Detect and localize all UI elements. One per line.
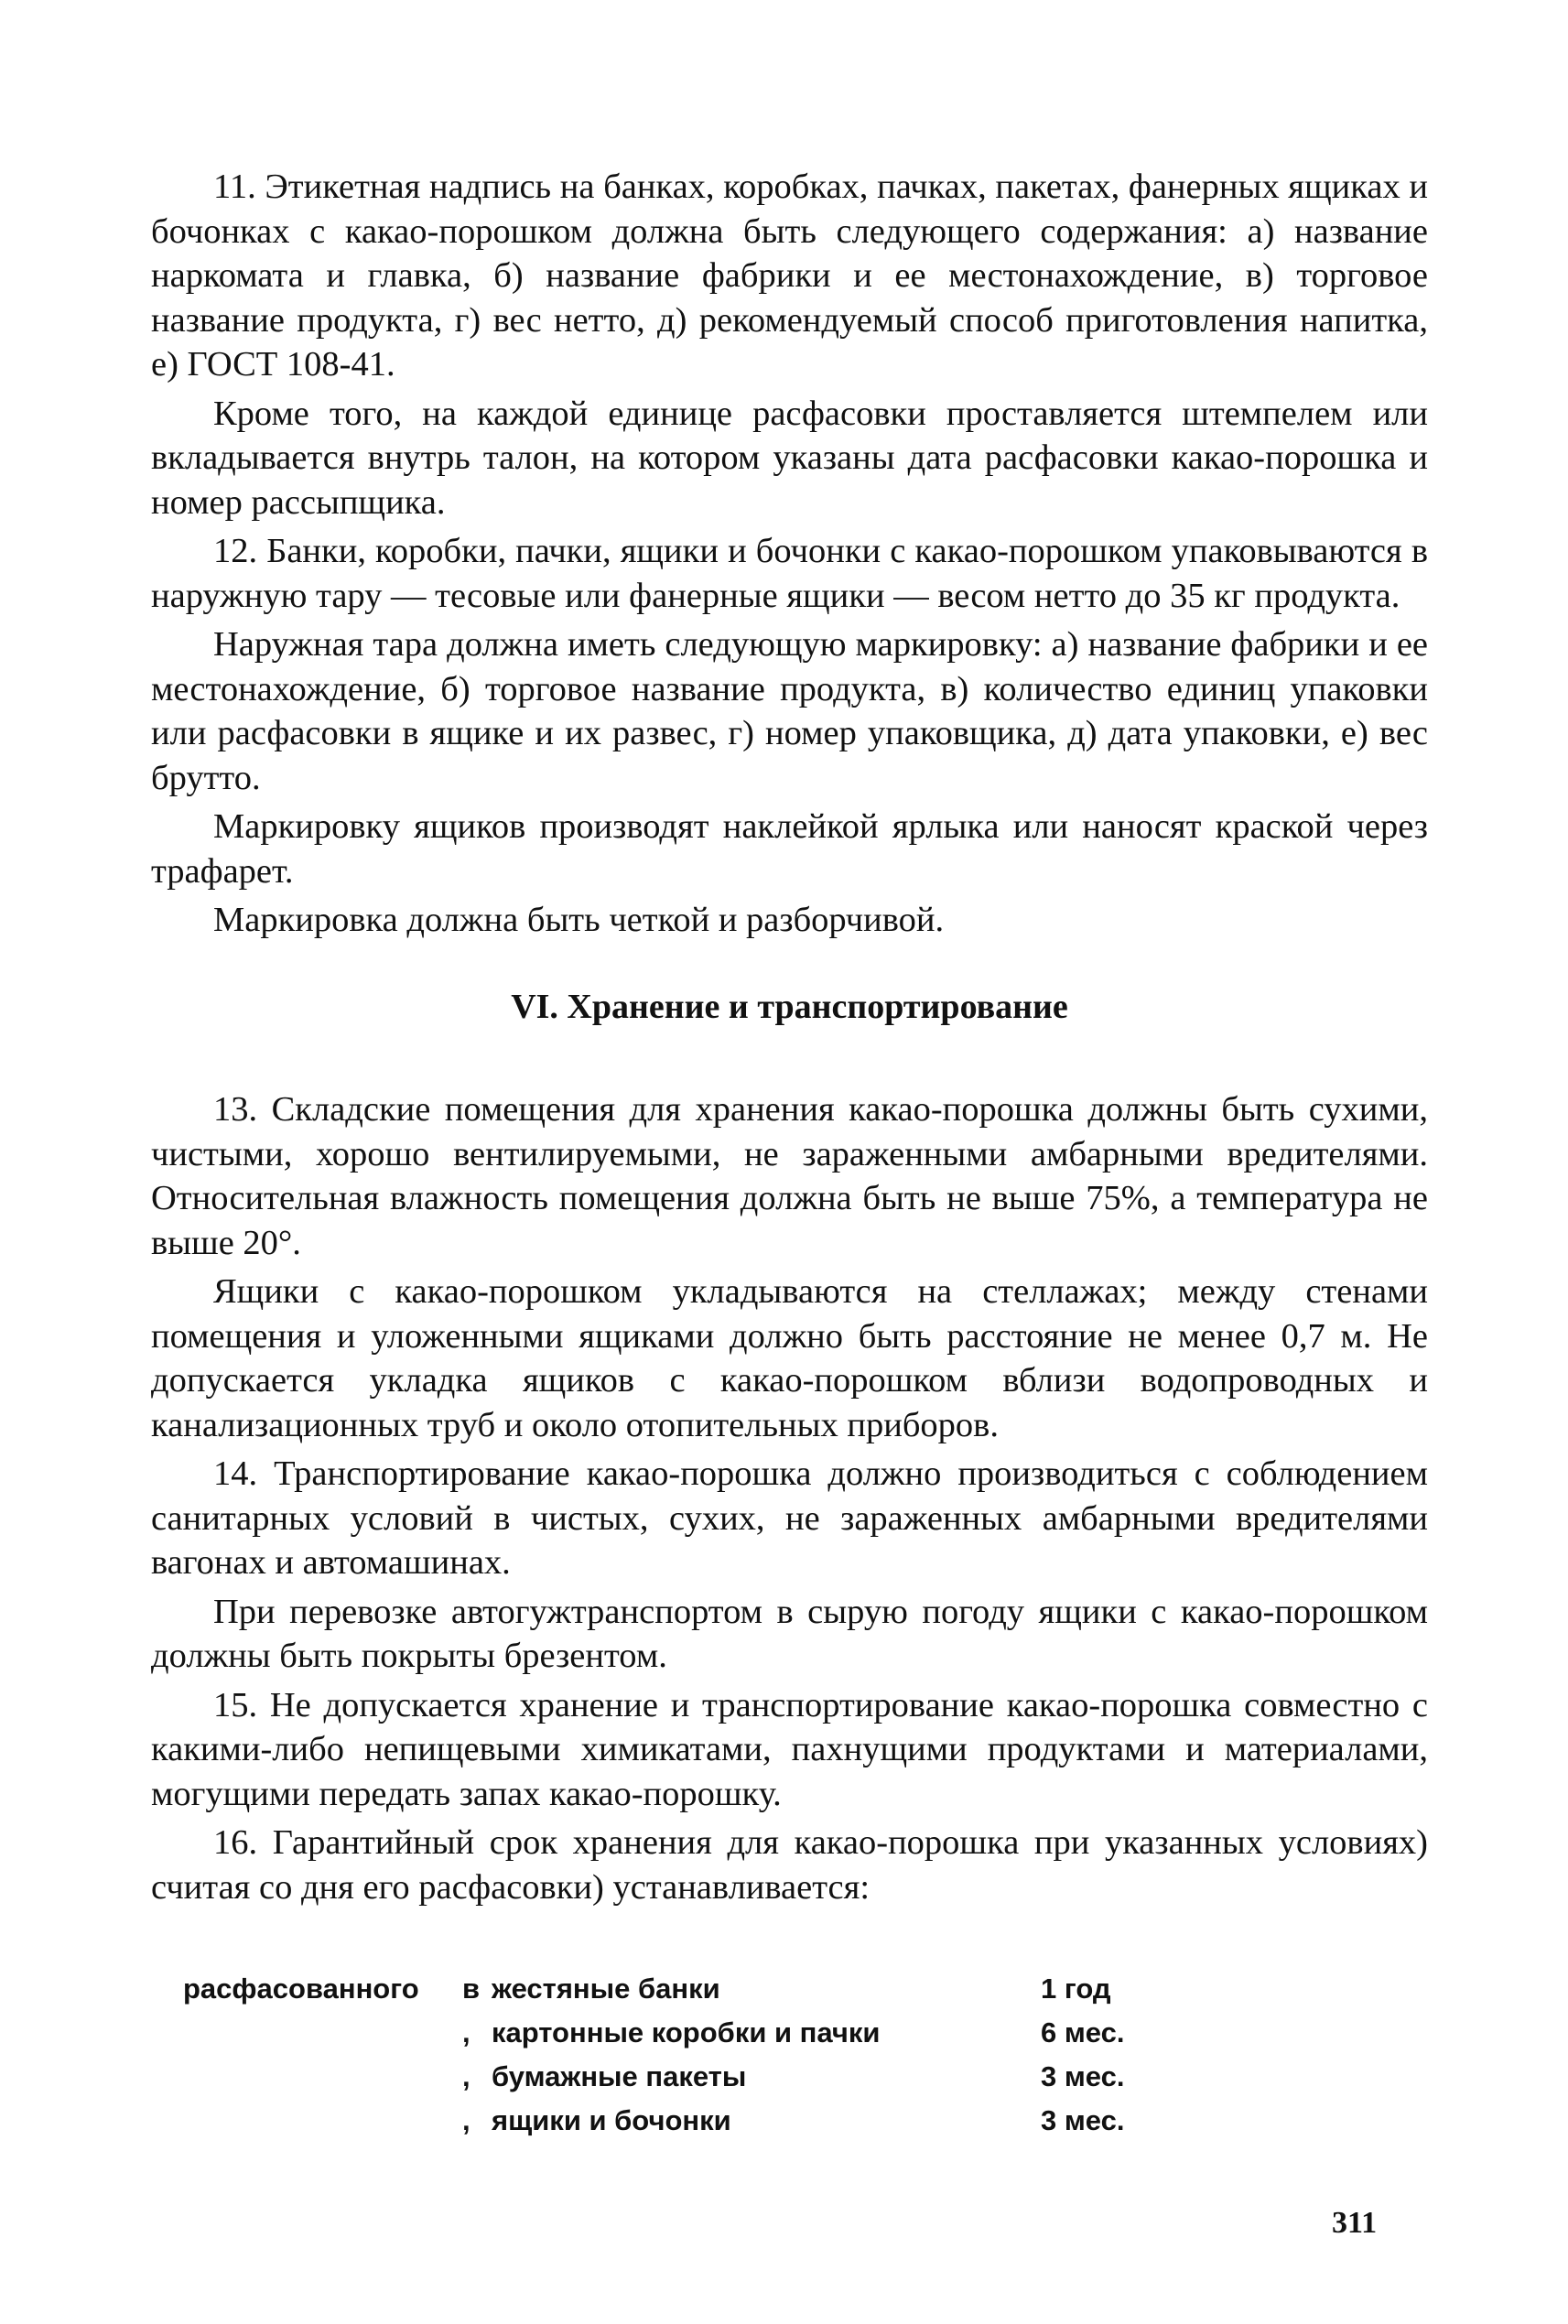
paragraph-12-labeling: Маркировку ящиков производят наклейкой ярлыка или наносят краской через трафарет. xyxy=(151,807,1428,891)
paragraph-16: 16. Гарантийный срок хранения для какао-порошка при указанных условиях) считая со дня его расфасовки) устанавливается: xyxy=(151,1823,1428,1907)
packing-label xyxy=(183,2016,462,2060)
paragraph-12-legibility: Маркировка должна быть четкой и разборчивой. xyxy=(213,901,945,939)
table-row xyxy=(183,2104,1124,2148)
container-prefix: , xyxy=(462,2016,470,2048)
paragraph-11-stamp: Кроме того, на каждой единице расфасовки проставляется штемпелем или вкладывается внутрь талон, на котором указаны дата расфасовки какао-порошка и номер рассыпщика. xyxy=(151,394,1428,522)
body-text xyxy=(151,165,1428,1914)
table-row xyxy=(183,2060,1124,2104)
container-type: ящики и бочонки xyxy=(492,2104,731,2136)
paragraph-14-tarp: При перевозке автогужтранспортом в сырую погоду ящики с какао-порошком должны быть покрыты брезентом. xyxy=(151,1592,1428,1675)
container-type: жестяные банки xyxy=(492,1973,720,2005)
packing-label: расфасованного xyxy=(183,1973,419,2005)
packing-label xyxy=(183,2060,462,2104)
container-prefix: , xyxy=(462,2104,470,2136)
page-number: 311 xyxy=(1332,2206,1378,2240)
storage-term: 3 мес. xyxy=(1041,2060,1125,2092)
paragraph-12: 12. Банки, коробки, пачки, ящики и бочонки с какао-порошком упаковываются в наружную тару — тесовые или фанерные ящики — весом нетто до 35 кг продукта. xyxy=(151,532,1428,615)
container-prefix: , xyxy=(462,2060,470,2092)
container-type: бумажные пакеты xyxy=(492,2060,747,2092)
paragraph-13-racks: Ящики с какао-порошком укладываются на стеллажах; между стенами помещения и уложенными ящиками должно быть расстояние не менее 0,7 м. Не допускается укладка ящиков с какао-порошком вблизи водопроводных и канализационных труб и около отопительных приборов. xyxy=(151,1272,1428,1444)
paragraph-15: 15. Не допускается хранение и транспортирование какао-порошка совместно с какими-либо непищевыми химикатами, пахнущими продуктами и материалами, могущими передать запах какао-порошку. xyxy=(151,1685,1428,1813)
storage-term: 3 мес. xyxy=(1041,2104,1125,2136)
container-type: картонные коробки и пачки xyxy=(492,2016,881,2048)
paragraph-11: 11. Этикетная надпись на банках, коробках, пачках, пакетах, фанерных ящиках и бочонках с какао-порошком должна быть следующего содержания: а) название наркомата и главка, б) название фабрики и ее местонахождение, в) торговое название продукта, г) вес нетто, д) рекомендуемый способ приготовления напитка, е) ГОСТ 108-41. xyxy=(151,168,1428,384)
packing-label xyxy=(183,2104,462,2148)
storage-term: 1 год xyxy=(1041,1973,1111,2005)
shelf-life-table xyxy=(183,1973,1124,2148)
section-heading: VI. Хранение и транспортирование xyxy=(511,987,1068,1026)
paragraph-14: 14. Транспортирование какао-порошка должно производиться с соблюдением санитарных условий в чистых, сухих, не зараженных амбарными вредителями вагонах и автомашинах. xyxy=(151,1454,1428,1582)
storage-term: 6 мес. xyxy=(1041,2016,1125,2048)
table-row xyxy=(183,2016,1124,2060)
container-prefix: в xyxy=(462,1973,481,2005)
table-row xyxy=(183,1973,1124,2016)
paragraph-13: 13. Складские помещения для хранения какао-порошка должны быть сухими, чистыми, хорошо вентилируемыми, не зараженными амбарными вредителями. Относительная влажность помещения должна быть не выше 75%, а температура не выше 20°. xyxy=(151,1090,1428,1262)
paragraph-12-marking: Наружная тара должна иметь следующую маркировку: а) название фабрики и ее местонахождение, б) торговое название продукта, в) количество единиц упаковки или расфасовки в ящике и их развес, г) номер упаковщика, д) дата упаковки, е) вес брутто. xyxy=(151,625,1428,797)
